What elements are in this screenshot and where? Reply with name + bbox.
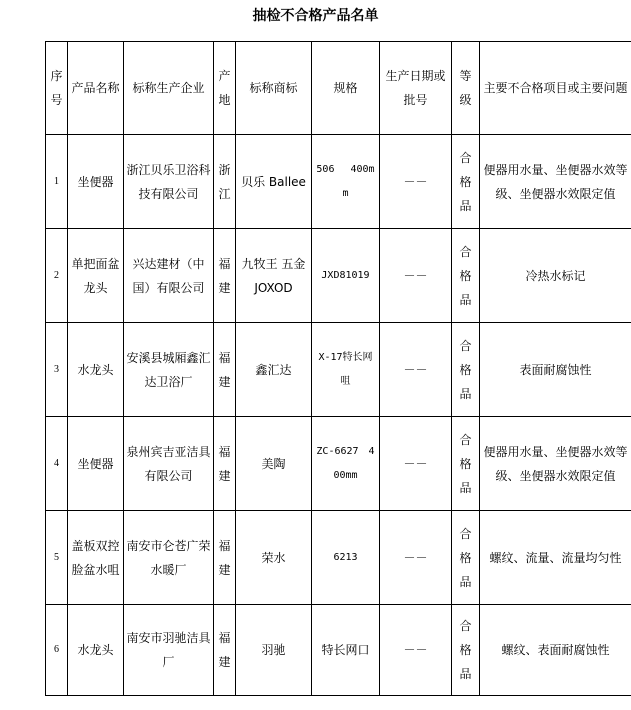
cell-grade: 合格品 xyxy=(452,229,480,323)
header-company: 标称生产企业 xyxy=(124,42,214,135)
cell-grade: 合格品 xyxy=(452,511,480,605)
cell-company: 浙江贝乐卫浴科技有限公司 xyxy=(124,135,214,229)
header-origin: 产地 xyxy=(214,42,236,135)
cell-spec: JXD81019 xyxy=(312,229,380,323)
table-row xyxy=(46,605,631,696)
cell-origin: 福建 xyxy=(214,605,236,696)
header-product: 产品名称 xyxy=(68,42,124,135)
cell-issue: 螺纹、表面耐腐蚀性 xyxy=(480,605,631,696)
cell-no: 4 xyxy=(46,417,68,511)
cell-issue: 便器用水量、坐便器水效等级、坐便器水效限定值 xyxy=(480,135,631,229)
table-row xyxy=(46,511,631,605)
cell-product: 水龙头 xyxy=(68,323,124,417)
header-brand: 标称商标 xyxy=(236,42,312,135)
cell-origin: 浙江 xyxy=(214,135,236,229)
page-title: 抽检不合格产品名单 xyxy=(252,8,379,24)
cell-date: －－ xyxy=(380,605,452,696)
cell-issue: 便器用水量、坐便器水效等级、坐便器水效限定值 xyxy=(480,417,631,511)
cell-no: 5 xyxy=(46,511,68,605)
cell-no: 1 xyxy=(46,135,68,229)
cell-date: －－ xyxy=(380,229,452,323)
cell-company: 南安市羽驰洁具厂 xyxy=(124,605,214,696)
table-header-row xyxy=(46,42,631,135)
cell-brand: 羽驰 xyxy=(236,605,312,696)
cell-grade: 合格品 xyxy=(452,135,480,229)
cell-origin: 福建 xyxy=(214,323,236,417)
cell-company: 安溪县城厢鑫汇达卫浴厂 xyxy=(124,323,214,417)
cell-issue: 冷热水标记 xyxy=(480,229,631,323)
cell-product: 坐便器 xyxy=(68,135,124,229)
cell-spec: 6213 xyxy=(312,511,380,605)
header-no: 序号 xyxy=(46,42,68,135)
cell-grade: 合格品 xyxy=(452,605,480,696)
cell-origin: 福建 xyxy=(214,417,236,511)
header-grade: 等级 xyxy=(452,42,480,135)
table-row xyxy=(46,229,631,323)
cell-spec: 特长网口 xyxy=(312,605,380,696)
cell-date: －－ xyxy=(380,135,452,229)
cell-brand: 贝乐 Ballee xyxy=(236,135,312,229)
cell-origin: 福建 xyxy=(214,229,236,323)
cell-issue: 表面耐腐蚀性 xyxy=(480,323,631,417)
table-row xyxy=(46,135,631,229)
cell-product: 坐便器 xyxy=(68,417,124,511)
cell-product: 水龙头 xyxy=(68,605,124,696)
header-spec: 规格 xyxy=(312,42,380,135)
table-row xyxy=(46,417,631,511)
cell-spec: X-17特长网咀 xyxy=(312,323,380,417)
cell-no: 3 xyxy=(46,323,68,417)
cell-issue: 螺纹、流量、流量均匀性 xyxy=(480,511,631,605)
cell-product: 盖板双控脸盆水咀 xyxy=(68,511,124,605)
cell-spec: ZC-6627 400mm xyxy=(312,417,380,511)
cell-grade: 合格品 xyxy=(452,417,480,511)
cell-date: －－ xyxy=(380,417,452,511)
cell-date: －－ xyxy=(380,511,452,605)
cell-grade: 合格品 xyxy=(452,323,480,417)
cell-company: 兴达建材（中国）有限公司 xyxy=(124,229,214,323)
cell-date: －－ xyxy=(380,323,452,417)
cell-no: 2 xyxy=(46,229,68,323)
table-row xyxy=(46,323,631,417)
cell-no: 6 xyxy=(46,605,68,696)
header-date: 生产日期或批号 xyxy=(380,42,452,135)
cell-company: 泉州宾吉亚洁具有限公司 xyxy=(124,417,214,511)
cell-brand: 美陶 xyxy=(236,417,312,511)
cell-origin: 福建 xyxy=(214,511,236,605)
noncompliant-products-table xyxy=(45,41,631,696)
cell-brand: 九牧王 五金 JOXOD xyxy=(236,229,312,323)
cell-company: 南安市仑苍广荣水暖厂 xyxy=(124,511,214,605)
cell-brand: 鑫汇达 xyxy=(236,323,312,417)
cell-product: 单把面盆龙头 xyxy=(68,229,124,323)
header-issue: 主要不合格项目或主要问题 xyxy=(480,42,631,135)
cell-spec: 506 400mm xyxy=(312,135,380,229)
cell-brand: 荣水 xyxy=(236,511,312,605)
